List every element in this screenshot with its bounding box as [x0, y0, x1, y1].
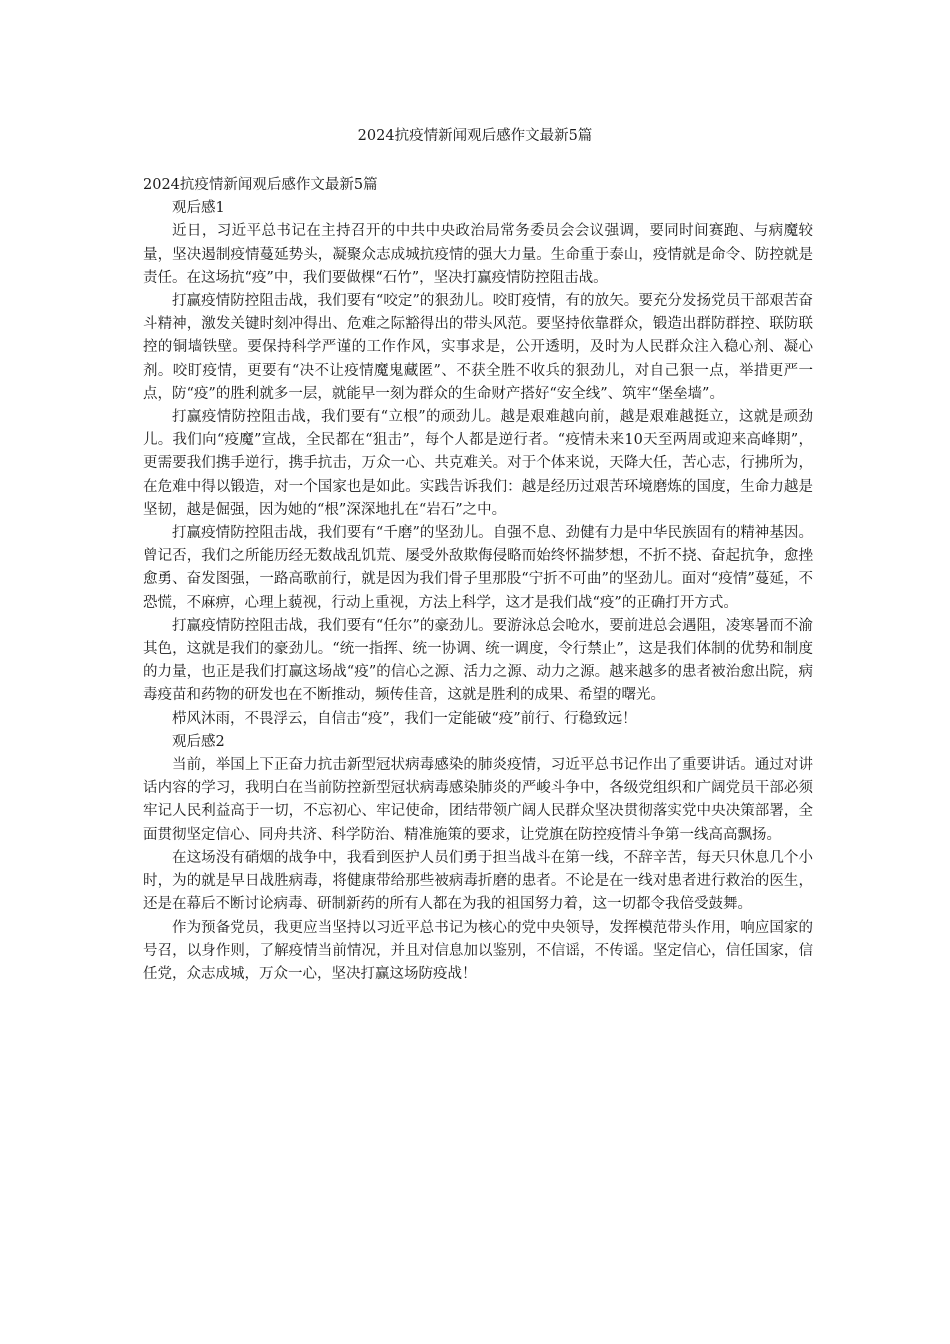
body-paragraph: 打赢疫情防控阻击战，我们要有“任尔”的豪劲儿。要游泳总会呛水，要前进总会遇阻，凌寒暑而不渝其色，这就是我们的豪劲儿。“统一指挥、统一协调、统一调度，令行禁止”，这是我们体制的优势和制度的力量，也正是我们打赢这场战“疫”的信心之源、活力之源、动力之源。越来越多的患者被治愈出院，病毒疫苗和药物的研发也在不断推动，频传佳音，这就是胜利的成果、希望的曙光。	[143, 617, 813, 704]
body-paragraph: 作为预备党员，我更应当坚持以习近平总书记为核心的党中央领导，发挥模范带头作用，响应国家的号召，以身作则，了解疫情当前情况，并且对信息加以鉴别，不信谣，不传谣。坚定信心，信任国家，信任党，众志成城，万众一心，坚决打赢这场防疫战！	[143, 919, 813, 982]
body-paragraph: 栉风沐雨，不畏浮云，自信击“疫”，我们一定能破“疫”前行、行稳致远！	[172, 710, 637, 727]
body-paragraph: 当前，举国上下正奋力抗击新型冠状病毒感染的肺炎疫情，习近平总书记作出了重要讲话。通过对讲话内容的学习，我明白在当前防控新型冠状病毒感染肺炎的严峻斗争中，各级党组织和广阔党员干部必须牢记人民利益高于一切，不忘初心、牢记使命，团结带领广阔人民群众坚决贯彻落实党中央决策部署，全面贯彻坚定信心、同舟共济、科学防治、精准施策的要求，让党旗在防控疫情斗争第一线高高飘扬。	[143, 757, 813, 843]
body-paragraph: 打赢疫情防控阻击战，我们要有“咬定”的狠劲儿。咬盯疫情，有的放矢。要充分发扬党员干部艰苦奋斗精神，激发关键时刻冲得出、危难之际豁得出的带头风范。要坚持依靠群众，锻造出群防群控、联防联控的铜墙铁壁。要保持科学严谨的工作作风，实事求是，公开透明，及时为人民群众注入稳心剂、凝心剂。咬盯疫情，更要有“决不让疫情魔鬼藏匿”、不获全胜不收兵的狠劲儿，对自己狠一点，举措更严一点，防“疫”的胜利就多一层，就能早一刻为群众的生命财产搭好“安全线”、筑牢“堡垒墙”。	[143, 293, 813, 402]
document-heading: 2024抗疫情新闻观后感作文最新5篇	[143, 177, 378, 193]
document-body	[143, 174, 813, 986]
body-paragraph: 在这场没有硝烟的战争中，我看到医护人员们勇于担当战斗在第一线，不辞辛苦，每天只休息几个小时，为的就是早日战胜病毒，将健康带给那些被病毒折磨的患者。不论是在一线对患者进行救治的医生，还是在幕后不断讨论病毒、研制新药的所有人都在为我的祖国努力着，这一切都令我倍受鼓舞。	[143, 849, 813, 913]
body-paragraph: 打赢疫情防控阻击战，我们要有“千磨”的坚劲儿。自强不息、劲健有力是中华民族固有的精神基因。曾记否，我们之所能历经无数战乱饥荒、屡受外敌欺侮侵略而始终怀揣梦想，不折不挠、奋起抗争，愈挫愈勇、奋发图强，一路高歌前行，就是因为我们骨子里那股“宁折不可曲”的坚劲儿。面对“疫情”蔓延，不恐慌，不麻痹，心理上藐视，行动上重视，方法上科学，这才是我们战“疫”的正确打开方式。	[143, 525, 813, 611]
body-paragraph: 近日，习近平总书记在主持召开的中共中央政治局常务委员会会议强调，要同时间赛跑、与病魔较量，坚决遏制疫情蔓延势头，凝聚众志成城抗疫情的强大力量。生命重于泰山，疫情就是命令、防控就是责任。在这场抗“疫”中，我们要做棵“石竹”，坚决打赢疫情防控阻击战。	[143, 223, 813, 286]
body-paragraph: 打赢疫情防控阻击战，我们要有“立根”的顽劲儿。越是艰难越向前，越是艰难越挺立，这就是顽劲儿。我们向“疫魔”宣战，全民都在“狙击”，每个人都是逆行者。“疫情未来10天至两周或迎来高峰期”，更需要我们携手逆行，携手抗击，万众一心、共克难关。对于个体来说，天降大任，苦心志，行拂所为，在危难中得以锻造，对一个国家也是如此。实践告诉我们：越是经历过艰苦环境磨炼的国度，生命力越是坚韧，越是倔强，因为她的“根”深深地扎在“岩石”之中。	[143, 409, 813, 518]
section-heading-2: 观后感2	[172, 733, 225, 750]
section-heading-1: 观后感1	[172, 200, 225, 217]
document-title: 2024抗疫情新闻观后感作文最新5篇	[357, 128, 593, 144]
